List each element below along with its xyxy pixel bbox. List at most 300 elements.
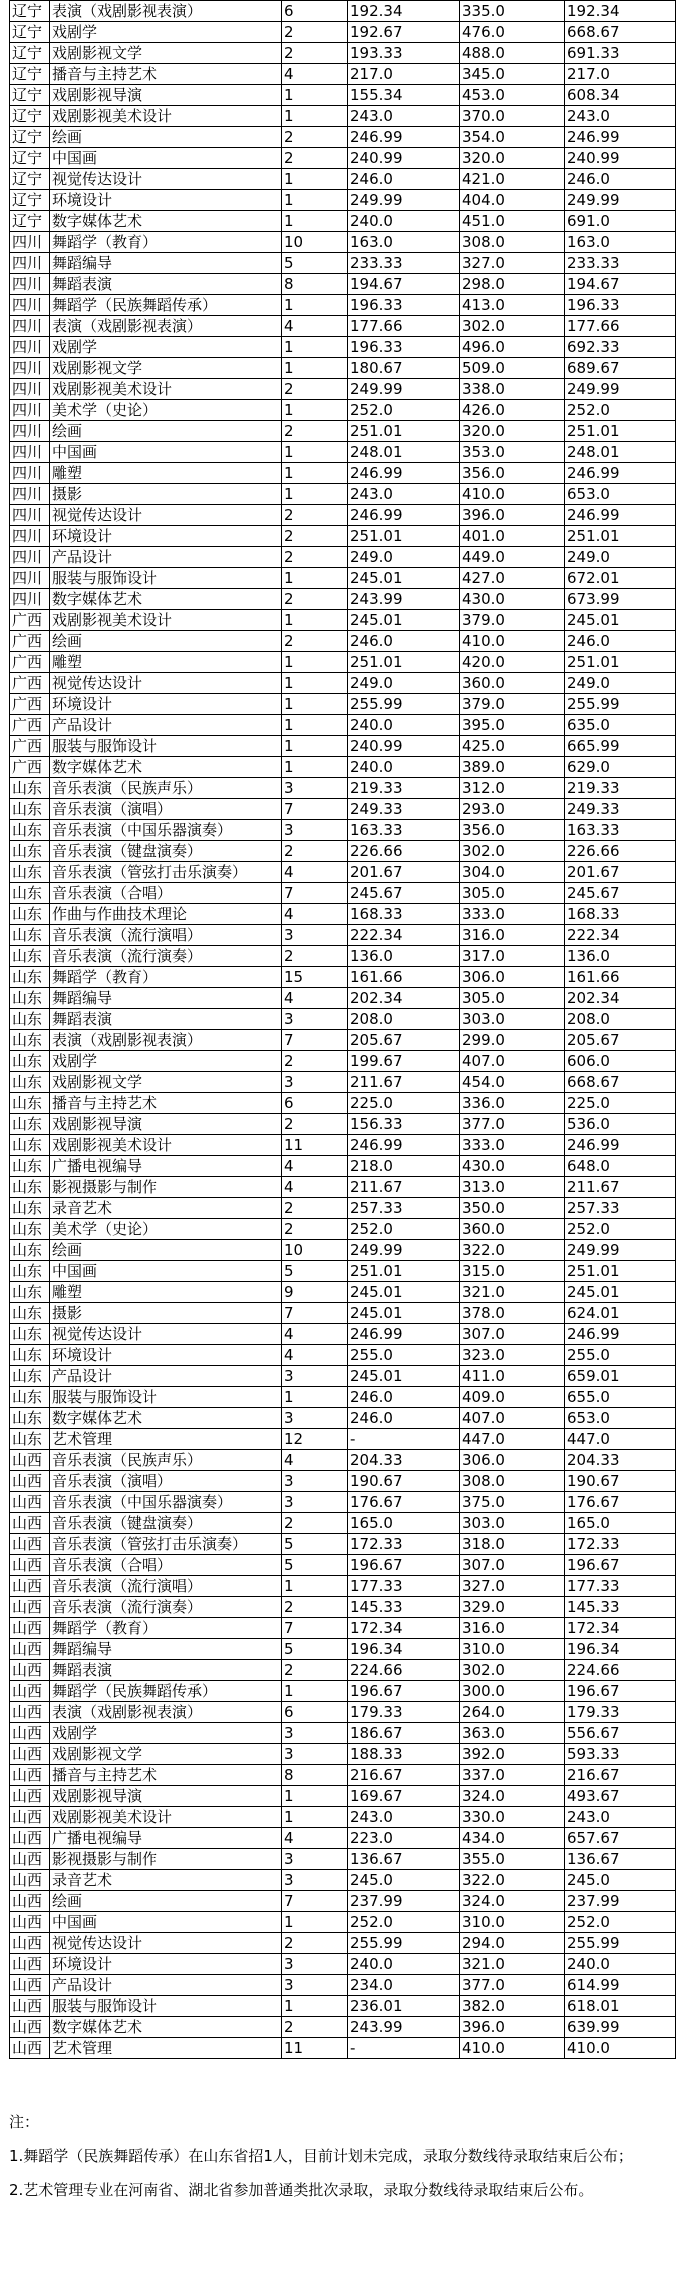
culture-line-cell: 305.0 [460,883,565,904]
enrollment-count-cell: 2 [282,526,348,547]
culture-line-cell: 308.0 [460,1471,565,1492]
professional-min-score-cell: 246.0 [348,1387,460,1408]
province-cell: 山东 [10,1093,50,1114]
note-2: 2.艺术管理专业在河南省、湖北省参加普通类批次录取，录取分数线待录取结束后公布。 [9,2181,594,2199]
enrollment-count-cell: 1 [282,1681,348,1702]
culture-line-cell: 322.0 [460,1240,565,1261]
enrollment-count-cell: 1 [282,169,348,190]
province-cell: 四川 [10,505,50,526]
professional-min-score-cell: 245.0 [348,1870,460,1891]
professional-min-score-cell: 136.67 [348,1849,460,1870]
culture-line-cell: 389.0 [460,757,565,778]
table-row [10,1975,676,1996]
enrollment-count-cell: 1 [282,652,348,673]
professional-min-score-cell: 204.33 [348,1450,460,1471]
culture-line-cell: 303.0 [460,1009,565,1030]
enrollment-count-cell: 7 [282,883,348,904]
culture-line-cell: 313.0 [460,1177,565,1198]
professional-min-score-cell: 177.33 [348,1576,460,1597]
enrollment-count-cell: 6 [282,1093,348,1114]
table-row [10,1555,676,1576]
culture-line-cell: 421.0 [460,169,565,190]
culture-line-cell: 379.0 [460,610,565,631]
professional-min-score-cell: 255.99 [348,1933,460,1954]
professional-min-score-cell: 249.0 [348,673,460,694]
enrollment-count-cell: 8 [282,1765,348,1786]
culture-line-cell: 306.0 [460,1450,565,1471]
total-score-cell: 226.66 [565,841,676,862]
province-cell: 广西 [10,610,50,631]
total-score-cell: 410.0 [565,2038,676,2059]
culture-line-cell: 318.0 [460,1534,565,1555]
culture-line-cell: 316.0 [460,925,565,946]
province-cell: 辽宁 [10,190,50,211]
province-cell: 山东 [10,778,50,799]
professional-min-score-cell: 196.67 [348,1555,460,1576]
enrollment-count-cell: 1 [282,358,348,379]
culture-line-cell: 411.0 [460,1366,565,1387]
table-row [10,1891,676,1912]
province-cell: 山西 [10,1975,50,1996]
major-cell: 戏剧影视导演 [50,1786,282,1807]
total-score-cell: 251.01 [565,1261,676,1282]
province-cell: 山西 [10,1618,50,1639]
professional-min-score-cell: 216.67 [348,1765,460,1786]
table-row [10,1177,676,1198]
professional-min-score-cell: 246.99 [348,127,460,148]
province-cell: 四川 [10,295,50,316]
professional-min-score-cell: 169.67 [348,1786,460,1807]
table-row [10,736,676,757]
enrollment-count-cell: 2 [282,1513,348,1534]
province-cell: 广西 [10,631,50,652]
enrollment-count-cell: 3 [282,1954,348,1975]
enrollment-count-cell: 2 [282,631,348,652]
notes-label: 注： [9,2113,40,2131]
table-row [10,106,676,127]
table-row [10,1450,676,1471]
table-row [10,904,676,925]
table-row [10,1933,676,1954]
professional-min-score-cell: 249.99 [348,190,460,211]
major-cell: 绘画 [50,631,282,652]
major-cell: 数字媒体艺术 [50,757,282,778]
province-cell: 山东 [10,883,50,904]
table-row [10,1408,676,1429]
total-score-cell: 201.67 [565,862,676,883]
province-cell: 山西 [10,1513,50,1534]
enrollment-count-cell: 1 [282,610,348,631]
total-score-cell: 205.67 [565,1030,676,1051]
culture-line-cell: 377.0 [460,1114,565,1135]
major-cell: 戏剧影视美术设计 [50,106,282,127]
table-row [10,1765,676,1786]
major-cell: 表演（戏剧影视表演） [50,1702,282,1723]
table-row [10,1324,676,1345]
culture-line-cell: 335.0 [460,1,565,22]
major-cell: 音乐表演（合唱） [50,883,282,904]
province-cell: 四川 [10,526,50,547]
culture-line-cell: 360.0 [460,673,565,694]
total-score-cell: 639.99 [565,2017,676,2038]
professional-min-score-cell: 176.67 [348,1492,460,1513]
province-cell: 山东 [10,1177,50,1198]
major-cell: 戏剧影视美术设计 [50,379,282,400]
province-cell: 山东 [10,967,50,988]
table-row [10,778,676,799]
professional-min-score-cell: 246.99 [348,1135,460,1156]
culture-line-cell: 293.0 [460,799,565,820]
culture-line-cell: 404.0 [460,190,565,211]
culture-line-cell: 323.0 [460,1345,565,1366]
total-score-cell: 248.01 [565,442,676,463]
total-score-cell: 192.34 [565,1,676,22]
culture-line-cell: 449.0 [460,547,565,568]
total-score-cell: 556.67 [565,1723,676,1744]
professional-min-score-cell: 172.33 [348,1534,460,1555]
table-row [10,316,676,337]
enrollment-count-cell: 2 [282,1219,348,1240]
enrollment-count-cell: 5 [282,1639,348,1660]
major-cell: 戏剧影视美术设计 [50,1807,282,1828]
enrollment-count-cell: 5 [282,1534,348,1555]
major-cell: 表演（戏剧影视表演） [50,316,282,337]
total-score-cell: 255.0 [565,1345,676,1366]
culture-line-cell: 321.0 [460,1954,565,1975]
professional-min-score-cell: 196.34 [348,1639,460,1660]
table-row [10,673,676,694]
culture-line-cell: 420.0 [460,652,565,673]
total-score-cell: 246.99 [565,505,676,526]
culture-line-cell: 377.0 [460,1975,565,1996]
province-cell: 辽宁 [10,22,50,43]
professional-min-score-cell: 257.33 [348,1198,460,1219]
major-cell: 作曲与作曲技术理论 [50,904,282,925]
culture-line-cell: 407.0 [460,1051,565,1072]
total-score-cell: 204.33 [565,1450,676,1471]
enrollment-count-cell: 1 [282,736,348,757]
table-row [10,862,676,883]
enrollment-count-cell: 7 [282,1891,348,1912]
major-cell: 服装与服饰设计 [50,1387,282,1408]
professional-min-score-cell: 219.33 [348,778,460,799]
culture-line-cell: 496.0 [460,337,565,358]
enrollment-count-cell: 3 [282,778,348,799]
professional-min-score-cell: 249.33 [348,799,460,820]
table-row [10,442,676,463]
table-row [10,1114,676,1135]
major-cell: 视觉传达设计 [50,1324,282,1345]
culture-line-cell: 451.0 [460,211,565,232]
enrollment-count-cell: 1 [282,715,348,736]
professional-min-score-cell: 245.01 [348,610,460,631]
professional-min-score-cell: 179.33 [348,1702,460,1723]
enrollment-count-cell: 5 [282,1261,348,1282]
major-cell: 舞蹈学（民族舞蹈传承） [50,295,282,316]
major-cell: 产品设计 [50,547,282,568]
total-score-cell: 245.0 [565,1870,676,1891]
province-cell: 山东 [10,988,50,1009]
professional-min-score-cell: 255.99 [348,694,460,715]
total-score-cell: 447.0 [565,1429,676,1450]
major-cell: 数字媒体艺术 [50,589,282,610]
culture-line-cell: 312.0 [460,778,565,799]
province-cell: 山东 [10,1282,50,1303]
province-cell: 山西 [10,1702,50,1723]
enrollment-count-cell: 1 [282,1786,348,1807]
major-cell: 表演（戏剧影视表演） [50,1,282,22]
professional-min-score-cell: 155.34 [348,85,460,106]
professional-min-score-cell: 246.0 [348,169,460,190]
professional-min-score-cell: 237.99 [348,1891,460,1912]
major-cell: 服装与服饰设计 [50,736,282,757]
total-score-cell: 163.33 [565,820,676,841]
professional-min-score-cell: 252.0 [348,400,460,421]
enrollment-count-cell: 4 [282,904,348,925]
table-row [10,253,676,274]
professional-min-score-cell: 234.0 [348,1975,460,1996]
total-score-cell: 165.0 [565,1513,676,1534]
professional-min-score-cell: 240.0 [348,211,460,232]
table-row [10,1156,676,1177]
professional-min-score-cell: 255.0 [348,1345,460,1366]
culture-line-cell: 355.0 [460,1849,565,1870]
table-row [10,2038,676,2059]
major-cell: 戏剧影视美术设计 [50,610,282,631]
table-row [10,1072,676,1093]
table-row [10,274,676,295]
table-row [10,1618,676,1639]
professional-min-score-cell: 208.0 [348,1009,460,1030]
total-score-cell: 136.0 [565,946,676,967]
province-cell: 山西 [10,1471,50,1492]
culture-line-cell: 410.0 [460,2038,565,2059]
enrollment-count-cell: 4 [282,64,348,85]
province-cell: 四川 [10,484,50,505]
total-score-cell: 246.99 [565,1324,676,1345]
professional-min-score-cell: 163.0 [348,232,460,253]
professional-min-score-cell: 246.99 [348,505,460,526]
major-cell: 音乐表演（演唱） [50,1471,282,1492]
enrollment-count-cell: 1 [282,337,348,358]
professional-min-score-cell: 211.67 [348,1072,460,1093]
table-row [10,1660,676,1681]
enrollment-count-cell: 1 [282,1807,348,1828]
enrollment-count-cell: 4 [282,1177,348,1198]
table-row [10,1786,676,1807]
province-cell: 山西 [10,1849,50,1870]
total-score-cell: 145.33 [565,1597,676,1618]
enrollment-count-cell: 1 [282,295,348,316]
professional-min-score-cell: 224.66 [348,1660,460,1681]
table-row [10,22,676,43]
professional-min-score-cell: 245.01 [348,1366,460,1387]
major-cell: 艺术管理 [50,2038,282,2059]
professional-min-score-cell: 136.0 [348,946,460,967]
major-cell: 录音艺术 [50,1870,282,1891]
culture-line-cell: 320.0 [460,148,565,169]
table-row [10,1576,676,1597]
culture-line-cell: 454.0 [460,1072,565,1093]
table-row [10,169,676,190]
enrollment-count-cell: 2 [282,43,348,64]
professional-min-score-cell: 240.0 [348,715,460,736]
enrollment-count-cell: 3 [282,1009,348,1030]
total-score-cell: 536.0 [565,1114,676,1135]
total-score-cell: 225.0 [565,1093,676,1114]
enrollment-count-cell: 1 [282,211,348,232]
total-score-cell: 249.99 [565,190,676,211]
enrollment-count-cell: 2 [282,22,348,43]
culture-line-cell: 395.0 [460,715,565,736]
enrollment-count-cell: 11 [282,2038,348,2059]
total-score-cell: 624.01 [565,1303,676,1324]
total-score-cell: 177.66 [565,316,676,337]
professional-min-score-cell: 192.34 [348,1,460,22]
major-cell: 表演（戏剧影视表演） [50,1030,282,1051]
enrollment-count-cell: 2 [282,127,348,148]
province-cell: 山东 [10,841,50,862]
table-row [10,1912,676,1933]
culture-line-cell: 307.0 [460,1555,565,1576]
province-cell: 山西 [10,1933,50,1954]
culture-line-cell: 360.0 [460,1219,565,1240]
province-cell: 山东 [10,1030,50,1051]
province-cell: 山西 [10,1765,50,1786]
enrollment-count-cell: 3 [282,1492,348,1513]
total-score-cell: 240.99 [565,148,676,169]
major-cell: 视觉传达设计 [50,505,282,526]
enrollment-count-cell: 1 [282,400,348,421]
enrollment-count-cell: 2 [282,1051,348,1072]
culture-line-cell: 425.0 [460,736,565,757]
province-cell: 山西 [10,1744,50,1765]
professional-min-score-cell: 251.01 [348,526,460,547]
professional-min-score-cell: 196.33 [348,295,460,316]
province-cell: 山东 [10,1135,50,1156]
major-cell: 雕塑 [50,1282,282,1303]
table-row [10,1240,676,1261]
enrollment-count-cell: 7 [282,1303,348,1324]
province-cell: 四川 [10,274,50,295]
total-score-cell: 493.67 [565,1786,676,1807]
professional-min-score-cell: 240.0 [348,1954,460,1975]
total-score-cell: 219.33 [565,778,676,799]
table-row [10,1429,676,1450]
culture-line-cell: 447.0 [460,1429,565,1450]
table-row [10,526,676,547]
major-cell: 中国画 [50,1912,282,1933]
culture-line-cell: 410.0 [460,484,565,505]
table-row [10,1051,676,1072]
table-row [10,925,676,946]
total-score-cell: 672.01 [565,568,676,589]
professional-min-score-cell: 225.0 [348,1093,460,1114]
professional-min-score-cell: 226.66 [348,841,460,862]
province-cell: 山东 [10,1345,50,1366]
total-score-cell: 245.01 [565,1282,676,1303]
table-row [10,1513,676,1534]
province-cell: 山东 [10,1009,50,1030]
score-table-body [10,1,676,2059]
major-cell: 数字媒体艺术 [50,1408,282,1429]
professional-min-score-cell: 245.67 [348,883,460,904]
table-row [10,148,676,169]
culture-line-cell: 410.0 [460,631,565,652]
total-score-cell: 194.67 [565,274,676,295]
province-cell: 辽宁 [10,43,50,64]
enrollment-count-cell: 4 [282,316,348,337]
province-cell: 山西 [10,1534,50,1555]
enrollment-count-cell: 2 [282,1114,348,1135]
enrollment-count-cell: 4 [282,1828,348,1849]
enrollment-count-cell: 1 [282,568,348,589]
major-cell: 视觉传达设计 [50,169,282,190]
major-cell: 音乐表演（管弦打击乐演奏） [50,1534,282,1555]
table-row [10,127,676,148]
major-cell: 播音与主持艺术 [50,1765,282,1786]
province-cell: 山西 [10,1807,50,1828]
enrollment-count-cell: 3 [282,1366,348,1387]
culture-line-cell: 356.0 [460,463,565,484]
province-cell: 四川 [10,463,50,484]
professional-min-score-cell: 177.66 [348,316,460,337]
major-cell: 摄影 [50,484,282,505]
province-cell: 山西 [10,1597,50,1618]
enrollment-count-cell: 2 [282,505,348,526]
total-score-cell: 245.01 [565,610,676,631]
culture-line-cell: 488.0 [460,43,565,64]
total-score-cell: 246.0 [565,169,676,190]
table-row [10,1030,676,1051]
table-row [10,190,676,211]
total-score-cell: 251.01 [565,421,676,442]
culture-line-cell: 337.0 [460,1765,565,1786]
total-score-cell: 606.0 [565,1051,676,1072]
enrollment-count-cell: 1 [282,757,348,778]
professional-min-score-cell: 188.33 [348,1744,460,1765]
total-score-cell: 172.34 [565,1618,676,1639]
table-row [10,1303,676,1324]
table-row [10,400,676,421]
table-row [10,1387,676,1408]
culture-line-cell: 363.0 [460,1723,565,1744]
table-row [10,1492,676,1513]
table-row [10,547,676,568]
professional-min-score-cell: 243.0 [348,106,460,127]
major-cell: 中国画 [50,148,282,169]
table-row [10,1807,676,1828]
total-score-cell: 689.67 [565,358,676,379]
professional-min-score-cell: 243.99 [348,2017,460,2038]
culture-line-cell: 375.0 [460,1492,565,1513]
table-row [10,1681,676,1702]
table-row [10,1471,676,1492]
table-row [10,757,676,778]
total-score-cell: 243.0 [565,1807,676,1828]
professional-min-score-cell: 145.33 [348,1597,460,1618]
province-cell: 山东 [10,925,50,946]
province-cell: 四川 [10,358,50,379]
major-cell: 戏剧影视导演 [50,85,282,106]
table-row [10,1828,676,1849]
culture-line-cell: 300.0 [460,1681,565,1702]
total-score-cell: 240.0 [565,1954,676,1975]
culture-line-cell: 453.0 [460,85,565,106]
major-cell: 环境设计 [50,1954,282,1975]
table-row [10,1639,676,1660]
major-cell: 服装与服饰设计 [50,568,282,589]
